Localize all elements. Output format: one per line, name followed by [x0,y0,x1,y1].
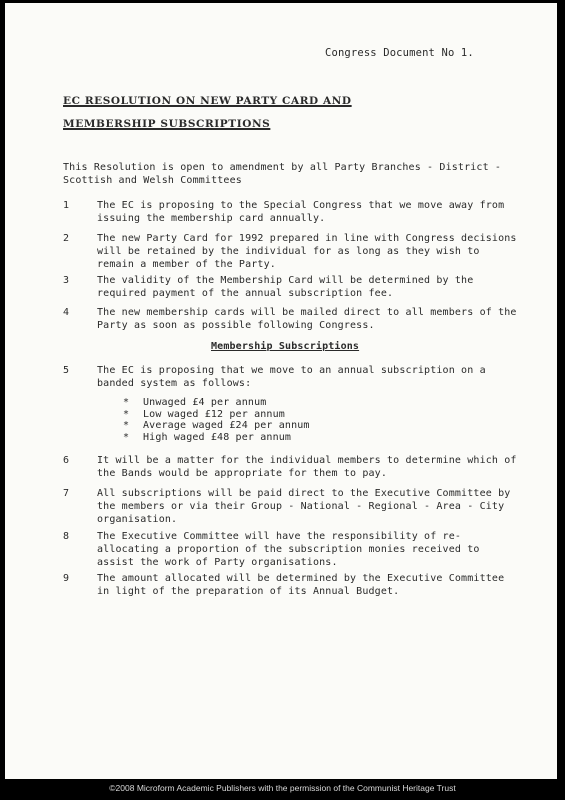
subscription-bands [123,397,310,443]
item-text: It will be a matter for the individual members to determine which of the Bands would be appropriate for them to pay. [97,455,517,479]
bullet-marker: * [123,397,130,408]
document-number: Congress Document No 1. [325,47,474,59]
band-item [123,420,310,432]
band-text: High waged £48 per annum [143,431,292,443]
item-number: 1 [63,200,70,211]
item-number: 7 [63,488,70,499]
copyright-footer: ©2008 Microform Academic Publishers with the permission of the Communist Heritage Trust [109,783,456,793]
item-number: 9 [63,573,70,584]
bullet-marker: * [123,408,130,420]
item-text: The new Party Card for 1992 prepared in line with Congress decisions will be retained by the individual for as long as they wish to remain a member of the Party. [97,233,517,270]
title-line-1: EC RESOLUTION ON NEW PARTY CARD AND [63,95,352,107]
bullet-marker: * [123,431,130,443]
item-text: The amount allocated will be determined by the Executive Committee in light of the preparation of its Annual Budget. [97,573,505,597]
item-text: The new membership cards will be mailed direct to all members of the Party as soon as possible following Congress. [97,307,517,331]
item-text: All subscriptions will be paid direct to the Executive Committee by the members or via their Group - National - Regional - Area - City organisation. [97,488,511,525]
band-item [123,409,310,421]
item-number: 5 [63,365,70,376]
item-number: 2 [63,233,70,244]
item-number: 8 [63,531,70,542]
band-text: Unwaged £4 per annum [143,397,267,408]
band-text: Low waged £12 per annum [143,408,285,420]
bullet-marker: * [123,420,130,431]
item-number: 4 [63,307,70,318]
item-number: 3 [63,275,70,286]
intro-paragraph: This Resolution is open to amendment by all Party Branches - District - Scottish and Welsh Committees [63,162,502,186]
band-item [123,432,310,444]
title-line-2: MEMBERSHIP SUBSCRIPTIONS [63,118,271,130]
section-heading: Membership Subscriptions [211,341,360,352]
item-text: The Executive Committee will have the responsibility of re-allocating a proportion of the subscription monies received to assist the work of Party organisations. [97,531,480,568]
band-text: Average waged £24 per annum [143,420,310,431]
item-number: 6 [63,455,70,466]
document-page [5,3,557,779]
item-text: The EC is proposing that we move to an annual subscription on a banded system as follows: [97,365,486,389]
band-item [123,397,310,409]
item-text: The EC is proposing to the Special Congress that we move away from issuing the membership card annually. [97,200,505,224]
item-text: The validity of the Membership Card will be determined by the required payment of the annual subscription fee. [97,275,474,299]
